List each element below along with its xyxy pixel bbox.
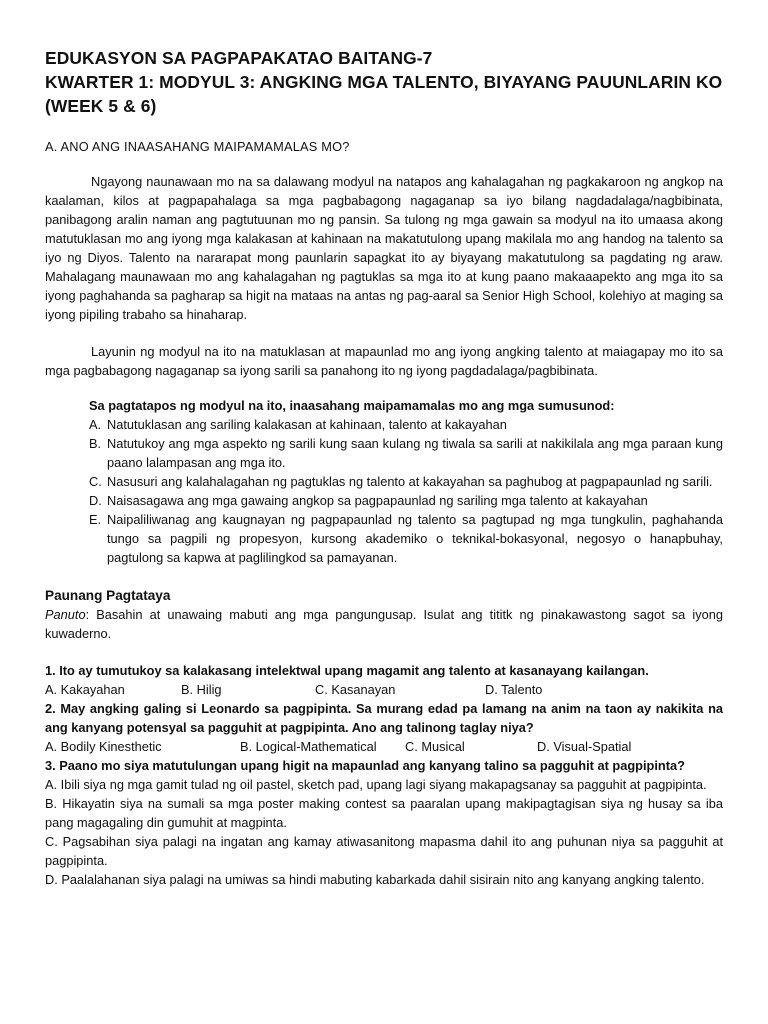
choice: D. Visual-Spatial	[537, 739, 632, 754]
objective-text: Naipaliliwanag ang kaugnayan ng pagpapaunlad ng talento sa pagtupad ng mga tungkulin, paghahanda tungo sa pagpili ng propesyon, kursong akademiko o teknikal-bokasyonal, negosyo o hanapbuhay, pagtulong sa kapwa at paglilingkod sa pamayanan.	[107, 512, 723, 565]
objectives-list	[89, 396, 723, 567]
objectives-heading: Sa pagtatapos ng modyul na ito, inaasahang maipamamalas mo ang mga sumusunod:	[89, 398, 615, 413]
choice: B. Hilig	[181, 682, 222, 697]
objective-text: Naisasagawa ang mga gawaing angkop sa pagpapaunlad ng sariling mga talento at kakayahan	[107, 493, 648, 508]
choice: B. Logical-Mathematical	[240, 739, 377, 754]
objective-letter: C.	[89, 474, 102, 489]
choice: C. Musical	[405, 739, 465, 754]
goal-paragraph: Layunin ng modyul na ito na matuklasan at mapaunlad mo ang iyong angking talento at maiagapay mo ito sa mga pagbabagong nagaganap sa iyong sarili sa panahong ito ng iyong pagdadalaga/pagbibinata.	[45, 344, 723, 378]
objective-text: Natutuklasan ang sariling kalakasan at kahinaan, talento at kakayahan	[107, 417, 507, 432]
objective-text: Nasusuri ang kalahalagahan ng pagtuklas ng talento at kakayahan sa paghubog at pagpapaunlad ng sarili.	[107, 474, 713, 489]
objective-item	[89, 434, 723, 472]
title-line-3: (WEEK 5 & 6)	[45, 96, 157, 116]
pretest-instruction	[45, 605, 723, 643]
objective-letter: E.	[89, 512, 102, 527]
title-line-1: EDUKASYON SA PAGPAPAKATAO BAITANG-7	[45, 48, 433, 68]
question-1-choices	[45, 680, 723, 699]
document-title	[45, 46, 723, 118]
objective-item	[89, 491, 723, 510]
pretest-title: Paunang Pagtataya	[45, 588, 171, 603]
question-3-option: B. Hikayatin siya na sumali sa mga poster making contest sa paaralan upang makipagtagisan siya ng husay sa iba pang magagaling din gumuhit at magpinta.	[45, 796, 723, 830]
question-3-option: A. Ibili siya ng mga gamit tulad ng oil pastel, sketch pad, upang lagi siyang makapagsanay sa pagguhit at pagpipinta.	[45, 777, 707, 792]
objective-letter: D.	[89, 493, 102, 508]
question-3: 3. Paano mo siya matutulungan upang higit na mapaunlad ang kanyang talino sa pagguhit at pagpipinta?	[45, 758, 685, 773]
question-list	[45, 661, 723, 889]
question-1: 1. Ito ay tumutukoy sa kalakasang intelektwal upang magamit ang talento at kasanayang kailangan.	[45, 663, 649, 678]
objective-letter: A.	[89, 417, 102, 432]
objective-item	[89, 510, 723, 567]
choice: D. Talento	[485, 682, 543, 697]
objective-text: Natutukoy ang mga aspekto ng sarili kung saan kulang ng tiwala sa sarili at nakikilala ang mga paraan kung paano lalampasan ang mga ito.	[107, 436, 723, 470]
choice: A. Bodily Kinesthetic	[45, 739, 162, 754]
intro-paragraph: Ngayong naunawaan mo na sa dalawang modyul na natapos ang kahalagahan ng pagkakaroon ng angkop na kaalaman, kilos at pagpapahalaga sa mga pagbabagong nagaganap sa iyo bilang nagdadalaga/nagbibinata, panibagong aralin naman ang pagtutuunan mo ng pansin. Sa tulong ng mga gawain sa modyul na ito umaasa akong matutuklasan mo ang iyong mga kalakasan at kahinaan na makatutulong upang makilala mo ang handog na talento sa iyo ng Diyos. Talento na nararapat mong paunlarin sapagkat ito ay biyayang makatutulong sa pagdating ng araw. Mahalagang maunawaan mo ang kahalagahan ng pagtuklas sa mga ito at kung paano makaaapekto ang mga ito sa iyong paghahanda sa pagharap sa higit na mataas na antas ng pag-aaral sa Senior High School, kolehiyo at maging sa iyong pipiling trabaho sa hinaharap.	[45, 174, 723, 322]
choice: C. Kasanayan	[315, 682, 396, 697]
title-line-2: KWARTER 1: MODYUL 3: ANGKING MGA TALENTO, BIYAYANG PAUUNLARIN KO	[45, 72, 723, 92]
objective-item	[89, 415, 723, 434]
choice: A. Kakayahan	[45, 682, 125, 697]
question-3-option: C. Pagsabihan siya palagi na ingatan ang kamay atiwasanitong mapasma dahil ito ang puhunan niya sa pagguhit at pagpipinta.	[45, 834, 723, 868]
instruction-label: Panuto	[45, 607, 86, 622]
section-a-heading: A. ANO ANG INAASAHANG MAIPAMAMALAS MO?	[45, 139, 350, 154]
instruction-text: : Basahin at unawaing mabuti ang mga pangungusap. Isulat ang tititk ng pinakawastong sagot sa iyong kuwaderno.	[45, 607, 723, 641]
document-page	[45, 46, 723, 889]
question-3-option: D. Paalalahanan siya palagi na umiwas sa hindi mabuting kabarkada dahil sisirain nito ang kanyang angking talento.	[45, 872, 705, 887]
objective-letter: B.	[89, 436, 102, 451]
question-2: 2. May angking galing si Leonardo sa pagpipinta. Sa murang edad pa lamang na anim na taon ay nakikita na ang kanyang potensyal sa pagguhit at pagpipinta. Ano ang talinong taglay niya?	[45, 701, 723, 735]
objective-item	[89, 472, 723, 491]
question-2-choices	[45, 737, 723, 756]
